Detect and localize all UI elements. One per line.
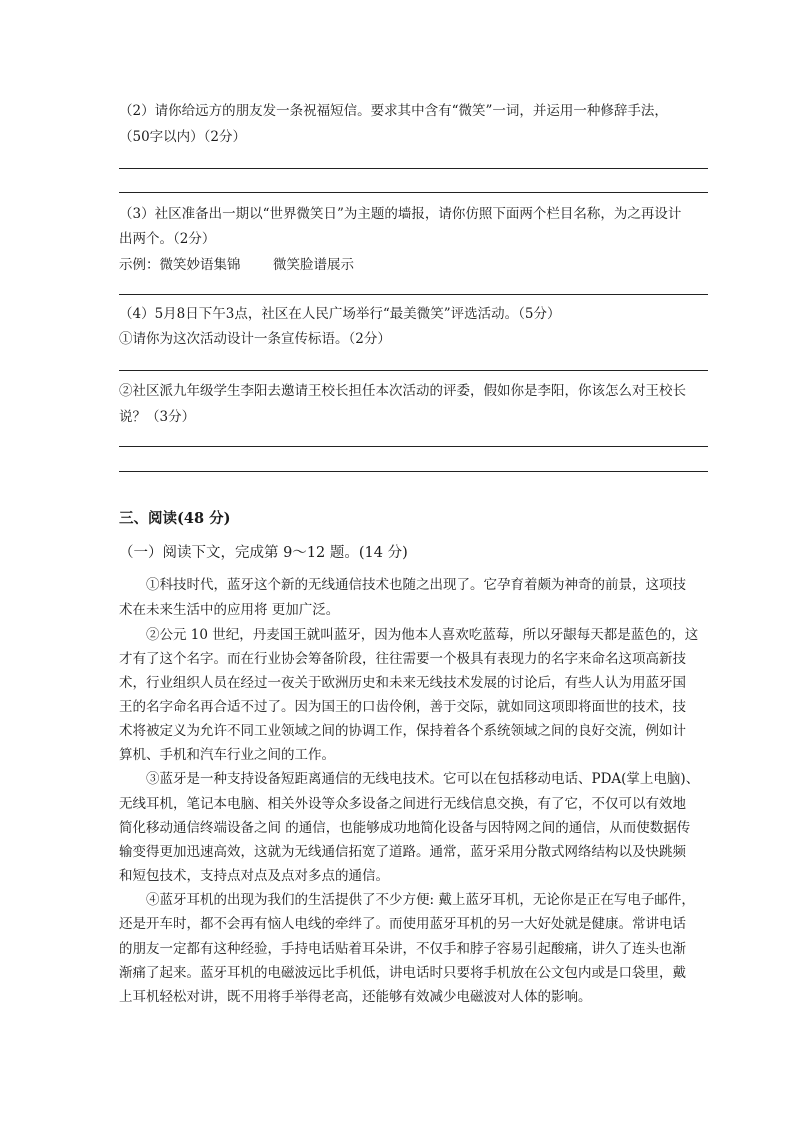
passage-line: ①科技时代，蓝牙这个新的无线通信技术也随之出现了。它孕育着颇为神奇的前景，这项技 (119, 577, 686, 593)
passage-line: 渐痛了起来。蓝牙耳机的电磁波远比手机低，讲电话时只要将手机放在公文包内或是口袋里，戴 (119, 965, 686, 981)
answer-line (119, 370, 708, 371)
passage-line: 还是开车时，都不会再有恼人电线的牵绊了。而使用蓝牙耳机的另一大好处就是健康。常讲电话 (119, 916, 686, 932)
passage-line: ③蓝牙是一种支持设备短距离通信的无线电技术。它可以在包括移动电话、PDA(掌上电脑)、 (119, 771, 700, 787)
q4-line1: （4）5月8日下午3点，社区在人民广场举行“最美微笑”评选活动。（5分） (119, 306, 561, 322)
answer-line (119, 446, 708, 447)
q3-example-item2: 微笑脸谱展示 (273, 257, 354, 273)
passage-line: 王的名字命名再合适不过了。因为国王的口齿伶俐，善于交际，就如同这项即将面世的技术，技 (119, 699, 686, 715)
q3-line2: 出两个。（2分） (119, 231, 216, 247)
section-title: 三、阅读(48 分) (119, 510, 231, 527)
passage-line: 输变得更加迅速高效，这就为无线通信拓宽了道路。通常，蓝牙采用分散式网络结构以及快跳频 (119, 844, 686, 860)
passage-line: 和短包技术，支持点对点及点对多点的通信。 (119, 868, 389, 884)
passage-line: 无线耳机，笔记本电脑、相关外设等众多设备之间进行无线信息交换，有了它，不仅可以有效地 (119, 796, 686, 812)
q4-part2-line2: 说？（3分） (119, 409, 196, 425)
passage-line: ④蓝牙耳机的出现为我们的生活提供了不少方便: 戴上蓝牙耳机，无论你是正在写电子邮件， (119, 892, 695, 908)
answer-line (119, 471, 708, 472)
answer-line (119, 168, 708, 169)
passage-line: 才有了这个名字。而在行业协会筹备阶段，往往需要一个极具有表现力的名字来命名这项高新技 (119, 651, 686, 667)
q2-line1: （2）请你给远方的朋友发一条祝福短信。要求其中含有“微笑”一词，并运用一种修辞手法， (119, 103, 668, 119)
answer-line (119, 294, 708, 295)
passage-line: 上耳机轻松对讲，既不用将手举得老高，还能够有效减少电磁波对人体的影响。 (119, 989, 592, 1005)
passage-line: 的朋友一定都有这种经验，手持电话贴着耳朵讲，不仅手和脖子容易引起酸痛，讲久了连头也渐 (119, 941, 686, 957)
q3-line1: （3）社区准备出一期以“世界微笑日”为主题的墙报，请你仿照下面两个栏目名称，为之再设计 (119, 206, 682, 222)
passage-line: 术在未来生活中的应用将 更加广泛。 (119, 602, 340, 618)
passage-line: 术将被定义为允许不同工业领域之间的协调工作，保持着各个系统领域之间的良好交流，例如计 (119, 723, 686, 739)
passage-line: 简化移动通信终端设备之间 的通信，也能够成功地简化设备与因特网之间的通信，从而使数据传 (119, 820, 691, 836)
q4-part1: ①请你为这次活动设计一条宣传标语。（2分） (119, 331, 391, 347)
passage-line: 算机、手机和汽车行业之间的工作。 (119, 747, 335, 763)
section-subtitle: （一）阅读下文，完成第 9～12 题。(14 分) (119, 545, 408, 561)
answer-line (119, 192, 708, 193)
q2-line2: （50字以内）（2分） (119, 129, 247, 145)
passage-line: 术，行业组织人员在经过一夜关于欧洲历史和未来无线技术发展的讨论后，有些人认为用蓝牙国 (119, 675, 686, 691)
q4-part2-line1: ②社区派九年级学生李阳去邀请王校长担任本次活动的评委，假如你是李阳，你该怎么对王校长 (119, 383, 686, 399)
q3-example-label: 示例：微笑妙语集锦 (119, 257, 241, 273)
passage-line: ②公元 10 世纪，丹麦国王就叫蓝牙，因为他本人喜欢吃蓝莓，所以牙龈每天都是蓝色的，这 (119, 627, 699, 643)
